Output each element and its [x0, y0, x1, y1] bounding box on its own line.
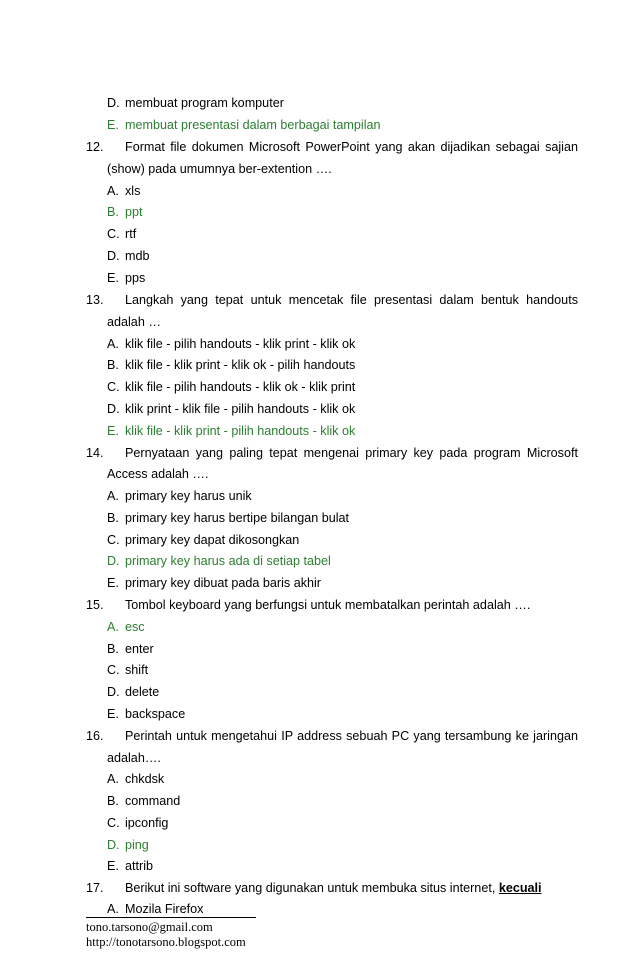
- q15-option-a-answer: A. esc: [107, 620, 145, 634]
- q17-option-a: A. Mozila Firefox: [107, 902, 204, 916]
- footer-url: http://tonotarsono.blogspot.com: [86, 935, 246, 949]
- q14-option-e: E. primary key dibuat pada baris akhir: [107, 576, 321, 590]
- q12-question-cont: (show) pada umumnya ber-extention ….: [107, 162, 332, 176]
- q12-option-e: E. pps: [107, 271, 146, 285]
- q12-option-c: C. rtf: [107, 227, 137, 241]
- q14-option-d-answer: D. primary key harus ada di setiap tabel: [107, 554, 331, 568]
- footnote-divider: [86, 917, 256, 918]
- q14-option-a: A. primary key harus unik: [107, 489, 252, 503]
- q16-question: 16. Perintah untuk mengetahui IP address sebuah PC yang tersambung ke jaringan: [86, 729, 578, 743]
- q15-option-c: C. shift: [107, 663, 149, 677]
- q17-question: 17. Berikut ini software yang digunakan untuk membuka situs internet, kecuali: [86, 881, 542, 895]
- q12-option-d: D. mdb: [107, 249, 150, 263]
- q17-emphasis: kecuali: [498, 881, 542, 895]
- q13-question: 13. Langkah yang tepat untuk mencetak file presentasi dalam bentuk handouts: [86, 293, 578, 307]
- q14-question-cont: Access adalah ….: [107, 467, 209, 481]
- q16-question-cont: adalah….: [107, 751, 161, 765]
- q16-option-d-answer: D. ping: [107, 838, 149, 852]
- q12-option-b-answer: B. ppt: [107, 205, 143, 219]
- q16-option-e: E. attrib: [107, 859, 153, 873]
- q15-question: 15. Tombol keyboard yang berfungsi untuk membatalkan perintah adalah ….: [86, 598, 531, 612]
- q13-option-b: B. klik file - klik print - klik ok - pilih handouts: [107, 358, 356, 372]
- q13-option-a: A. klik file - pilih handouts - klik print - klik ok: [107, 337, 356, 351]
- q13-option-c: C. klik file - pilih handouts - klik ok - klik print: [107, 380, 356, 394]
- q13-option-d: D. klik print - klik file - pilih handouts - klik ok: [107, 402, 356, 416]
- q14-question: 14. Pernyataan yang paling tepat mengenai primary key pada program Microsoft: [86, 446, 578, 460]
- q11-option-d: D. membuat program komputer: [107, 96, 284, 110]
- q13-option-e-answer: E. klik file - klik print - pilih handouts - klik ok: [107, 424, 356, 438]
- q15-option-e: E. backspace: [107, 707, 186, 721]
- q12-option-a: A. xls: [107, 184, 141, 198]
- q15-option-d: D. delete: [107, 685, 160, 699]
- q13-question-cont: adalah …: [107, 315, 161, 329]
- q14-option-b: B. primary key harus bertipe bilangan bulat: [107, 511, 350, 525]
- q12-question: 12. Format file dokumen Microsoft PowerPoint yang akan dijadikan sebagai sajian: [86, 140, 578, 154]
- q11-option-e-answer: E. membuat presentasi dalam berbagai tampilan: [107, 118, 381, 132]
- q16-option-b: B. command: [107, 794, 181, 808]
- q15-option-b: B. enter: [107, 642, 154, 656]
- q14-option-c: C. primary key dapat dikosongkan: [107, 533, 300, 547]
- q16-option-a: A. chkdsk: [107, 772, 165, 786]
- q16-option-c: C. ipconfig: [107, 816, 169, 830]
- footer-email: tono.tarsono@gmail.com: [86, 920, 213, 934]
